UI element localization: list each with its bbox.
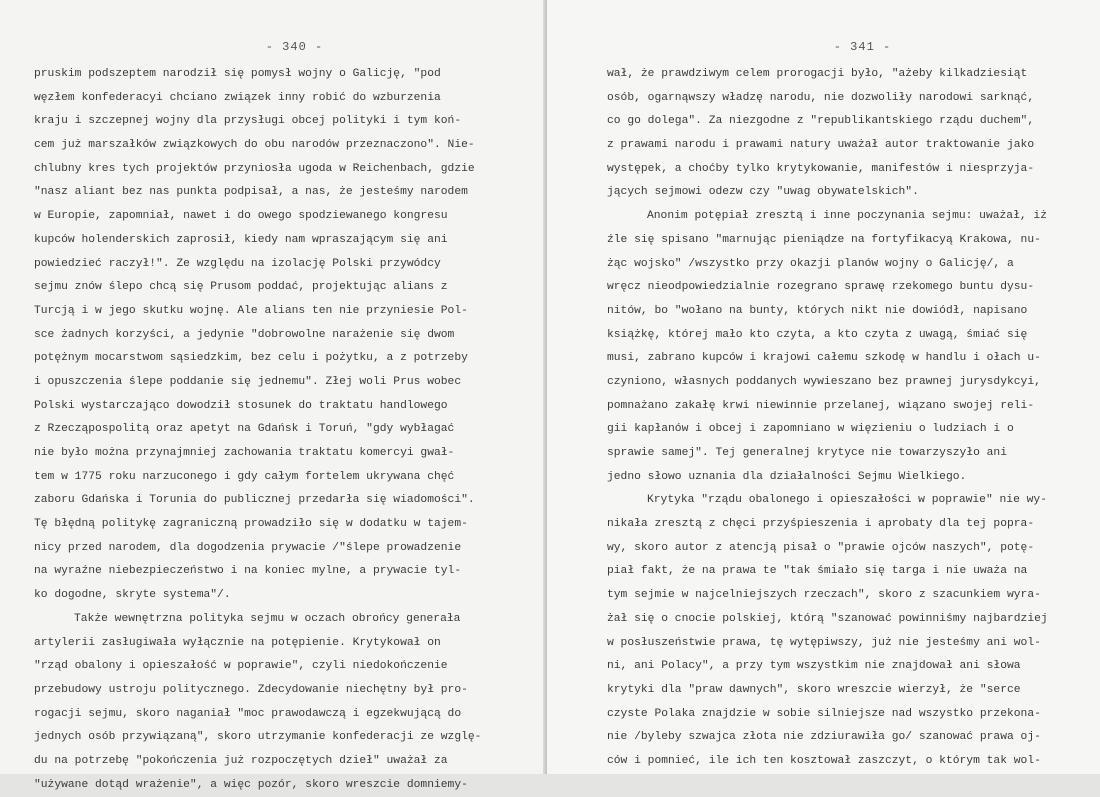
text-line: w Europie, zapomniał, nawet i do owego spodziewanego kongresu: [34, 210, 448, 223]
text-line: czyste Polaka znajdzie w sobie silniejsze nad wszystko przekona-: [607, 707, 1041, 720]
text-line: cem już marszałków związkowych do obu narodów przeznaczono". Nie-: [34, 139, 475, 152]
text-line: gii kapłanów i obcej i zapomniano w więzieniu o ludziach i o: [607, 423, 1014, 436]
text-line: sce żadnych korzyści, a jedynie "dobrowolne narażenie się dwom: [34, 328, 455, 341]
text-line: krytyki dla "praw dawnych", skoro wreszcie wierzył, że "serce: [607, 683, 1021, 696]
text-line: "rząd obalony i opieszałość w poprawie", czyli niedokończenie: [34, 660, 448, 673]
text-line: "nasz aliant bez nas punkta podpisał, a nas, że jesteśmy narodem: [34, 186, 468, 199]
text-line: na wyraźne niebezpieczeństwo i na koniec mylne, a prywacie tyl-: [34, 565, 462, 578]
text-line: pruskim podszeptem narodził się pomysł wojny o Galicję, "pod: [34, 68, 441, 80]
text-line: żał się o cnocie polskiej, którą "szanować powinniśmy najbardziej: [607, 612, 1048, 625]
right-page-text: [607, 63, 1078, 774]
text-line: tem w 1775 roku narzuconego i gdy całym fortelem ukrywana chęć: [34, 470, 455, 483]
text-line: występek, a choćby tylko krytykowanie, manifestów i niesprzyja-: [607, 162, 1035, 175]
page-number-left: - 340 -: [265, 40, 324, 54]
text-line: wy, skoro autor z atencją pisał o "prawie ojców naszych", potę-: [607, 541, 1035, 554]
text-line: z Rzecząpospolitą oraz apetyt na Gdańsk i Toruń, "gdy wybłagać: [34, 423, 455, 436]
text-line: w posłuszeństwie prawa, tę wytępiwszy, już nie jesteśmy ani wol-: [607, 636, 1041, 649]
left-page: [0, 0, 547, 791]
text-line: przebudowy ustroju politycznego. Zdecydowanie niechętny był pro-: [34, 683, 468, 696]
right-page: [547, 0, 1100, 774]
text-line: kraju i szczepnej wojny dla przysługi obcej polityki i tym koń-: [34, 115, 462, 128]
text-line: co go dolega". Za niezgodne z "republikantskiego rządu duchem",: [607, 115, 1035, 128]
text-line: sejmu znów ślepo chcą się Prusom poddać, projektując alians z: [34, 281, 448, 294]
text-line: musi, zabrano kupców i krajowi całemu szkodę w handlu i ołach u-: [607, 352, 1041, 365]
text-line: kupców holenderskich zaprosił, kiedy nam wpraszającym się ani: [34, 233, 448, 246]
text-line: nitów, bo "wołano na bunty, których nikt nie dowiódł, napisano: [607, 304, 1028, 317]
text-line: Polski wystarczająco dowodził stosunek do traktatu handlowego: [34, 399, 448, 412]
text-line: i opuszczenia ślepe poddanie się jednemu". Złej woli Prus wobec: [34, 375, 462, 388]
text-line: potężnym mocarstwom sąsiedzkim, bez celu i pożytku, a z potrzeby: [34, 352, 468, 365]
text-line: rogacji sejmu, skoro naganiał "moc prawodawczą i egzekwującą do: [34, 707, 462, 720]
text-line: ko dogodne, skryte systema"/.: [34, 589, 231, 602]
text-line: chlubny kres tych projektów przyniosła ugoda w Reichenbach, gdzie: [34, 162, 475, 175]
text-line: nikała zresztą z chęci przyśpieszenia i aprobaty dla tej popra-: [607, 518, 1035, 531]
text-line: węzłem konfederacyi chciano związek inny robić do wzburzenia: [34, 91, 441, 104]
text-line: pomnażano zakałę krwi niewinnie przelanej, wiązano swojej reli-: [607, 399, 1035, 412]
text-line: wał, że prawdziwym celem prorogacji było, "ażeby kilkadziesiąt: [607, 68, 1028, 80]
text-line: zaboru Gdańska i Torunia do publicznej przedarła się wiadomości".: [34, 494, 475, 507]
text-line: Krytyka "rządu obalonego i opieszałości w poprawie" nie wy-: [647, 494, 1047, 507]
page-number-right: - 341 -: [833, 40, 892, 54]
text-line: osób, ogarnąwszy władzę narodu, nie dozwoliły narodowi sarknąć,: [607, 91, 1035, 104]
text-line: ców i pomnieć, ile ich ten kosztował zaszczyt, o którym tak wol-: [607, 754, 1041, 767]
text-line: nie było można przynajmniej zachowania traktatu komercyi gwał-: [34, 447, 455, 459]
text-line: Anonim potępiał zresztą i inne poczynania sejmu: uważał, iż: [647, 210, 1047, 223]
text-line: wręcz nieodpowiedzialnie rozegrano sprawę rzekomego buntu dysu-: [607, 281, 1035, 294]
text-line: "używane dotąd wrażenie", a więc pozór, skoro wreszcie domniemy-: [34, 778, 468, 791]
text-line: jednych osób przywiązaną", skoro utrzymanie konfederacji ze wzglę-: [34, 731, 482, 744]
text-line: nie /byleby szwajca złota nie zdziurawiła go/ szanować prawa oj-: [607, 731, 1041, 744]
text-line: książkę, której mało kto czyta, a kto czyta z uwagą, śmiać się: [607, 328, 1028, 341]
text-line: tym sejmie w najcelniejszych rzeczach", skoro z szacunkiem wyra-: [607, 589, 1041, 602]
text-line: jedno słowo uznania dla działalności Sejmu Wielkiego.: [607, 470, 967, 483]
text-line: Tę błędną politykę zagraniczną prowadziło się w dodatku w tajem-: [34, 518, 468, 531]
text-line: sprawie samej". Tej generalnej krytyce nie towarzyszyło ani: [607, 447, 1007, 459]
left-page-text: [34, 63, 523, 797]
text-line: z prawami narodu i prawami natury uważał autor traktowanie jako: [607, 139, 1035, 152]
text-line: ni, ani Polacy", a przy tym wszystkim nie znajdował ani słowa: [607, 660, 1021, 673]
text-line: żąc wojsko" /wszystko przy okazji planów wojny o Galicję/, a: [607, 257, 1014, 270]
text-line: artylerii zasługiwała wyłącznie na potępienie. Krytykował on: [34, 636, 441, 649]
text-line: źle się spisano "marnując pieniądze na fortyfikacyą Krakowa, nu-: [607, 233, 1041, 246]
text-line: piał fakt, że na prawa te "tak śmiało się targa i nie uważa na: [607, 565, 1028, 578]
text-line: nicy przed narodem, dla dogodzenia prywacie /"ślepe prowadzenie: [34, 541, 462, 554]
text-line: du na potrzebę "pokończenia już rozpoczętych dzieł" uważał za: [34, 754, 448, 767]
text-line: powiedzieć raczył!". Ze względu na izolację Polski przywódcy: [34, 257, 441, 270]
text-line: Turcją i w jego skutku wojnę. Ale alians ten nie przyniesie Pol-: [34, 304, 468, 317]
text-line: Także wewnętrzna polityka sejmu w oczach obrońcy generała: [74, 612, 461, 625]
text-line: czyniono, własnych poddanych wywieszano bez prawnej jurysdykcyi,: [607, 375, 1041, 388]
text-line: jących sejmowi odezw czy "uwag obywatelskich".: [607, 186, 919, 199]
